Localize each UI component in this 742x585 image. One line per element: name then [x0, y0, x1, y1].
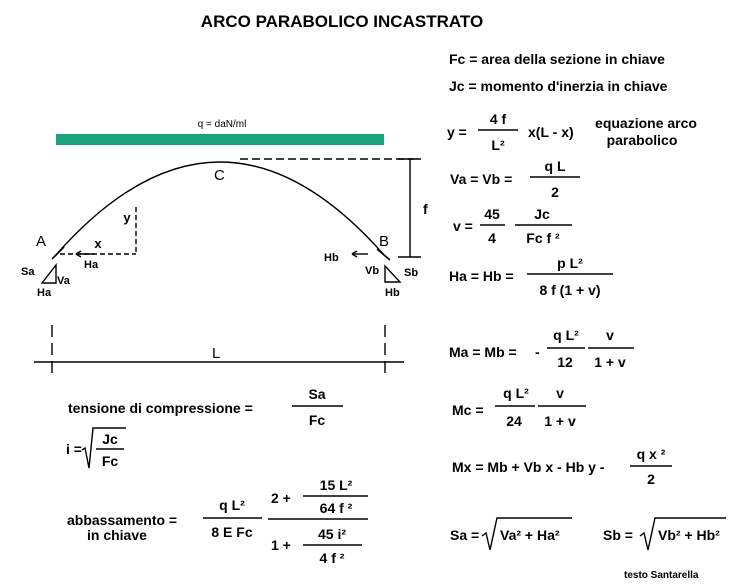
formula-sa — [450, 518, 572, 550]
svg-text:x(L - x): x(L - x) — [528, 124, 574, 140]
formula-tension — [68, 386, 343, 428]
svg-text:1 + v: 1 + v — [544, 413, 576, 429]
formula-arch-equation — [447, 111, 697, 153]
svg-text:i =: i = — [66, 441, 82, 457]
svg-text:q L²: q L² — [219, 497, 245, 513]
svg-text:q L²: q L² — [503, 385, 529, 401]
svg-text:y =: y = — [447, 124, 467, 140]
formula-ha-hb — [449, 255, 613, 298]
svg-text:1 + v: 1 + v — [594, 354, 626, 370]
svg-text:12: 12 — [557, 354, 573, 370]
svg-text:q x ²: q x ² — [636, 446, 666, 462]
svg-text:q L: q L — [544, 158, 566, 174]
y-label: y — [123, 210, 131, 225]
support-a — [52, 247, 64, 259]
arch-note-2: parabolico — [606, 132, 678, 148]
svg-text:tensione di compressione =: tensione di compressione = — [68, 400, 253, 416]
svg-text:1 +: 1 + — [271, 537, 291, 553]
svg-text:Fc: Fc — [101, 453, 119, 469]
ha-label: Ha — [84, 259, 99, 271]
svg-text:4 f ²: 4 f ² — [319, 550, 345, 566]
formula-i — [66, 428, 126, 469]
svg-text:Va² + Ha²: Va² + Ha² — [500, 527, 560, 543]
formula-v — [453, 206, 572, 246]
svg-text:Fc f ²: Fc f ² — [526, 230, 560, 246]
force-triangle-a — [42, 265, 56, 283]
svg-text:Ma = Mb =: Ma = Mb = — [449, 344, 517, 360]
formula-mc — [452, 385, 586, 429]
formula-va-vb — [450, 158, 580, 200]
svg-text:2 +: 2 + — [271, 490, 291, 506]
span-label: L — [212, 345, 221, 362]
svg-text:24: 24 — [506, 413, 522, 429]
hb-label-2: Hb — [385, 287, 400, 299]
point-b: B — [379, 233, 390, 250]
sb-label: Sb — [404, 267, 419, 279]
svg-text:8 f (1 + v): 8 f (1 + v) — [539, 282, 601, 298]
load-label: q = daN/ml — [197, 119, 247, 130]
svg-text:abbassamento =: abbassamento = — [67, 512, 178, 528]
svg-text:45: 45 — [484, 206, 500, 222]
svg-text:Jc: Jc — [534, 206, 550, 222]
formula-mx — [452, 446, 672, 487]
arch-note-1: equazione arco — [595, 115, 697, 131]
vb-label: Vb — [365, 265, 380, 277]
x-label: x — [94, 236, 102, 251]
svg-text:8 E Fc: 8 E Fc — [211, 524, 253, 540]
svg-text:L²: L² — [491, 137, 505, 153]
svg-text:Sb =: Sb = — [603, 527, 633, 543]
svg-text:-: - — [535, 344, 540, 360]
credit: testo Santarella — [624, 570, 699, 581]
svg-text:Vb² + Hb²: Vb² + Hb² — [658, 527, 720, 543]
sa-label: Sa — [21, 266, 35, 278]
svg-text:45 i²: 45 i² — [317, 526, 347, 542]
svg-text:Va = Vb =: Va = Vb = — [450, 171, 513, 187]
force-triangle-b — [385, 266, 400, 282]
svg-text:2: 2 — [551, 184, 559, 200]
svg-text:Mc =: Mc = — [452, 402, 484, 418]
formula-sb — [603, 518, 726, 550]
hb-label: Hb — [324, 252, 339, 264]
svg-text:Sa =: Sa = — [450, 527, 480, 543]
svg-text:p L²: p L² — [557, 255, 583, 271]
def-fc: Fc = area della sezione in chiave — [449, 51, 665, 67]
point-c: C — [214, 167, 225, 184]
svg-text:64 f ²: 64 f ² — [319, 500, 353, 516]
svg-text:v =: v = — [453, 218, 473, 234]
svg-text:Fc: Fc — [308, 412, 326, 428]
f-label: f — [423, 201, 428, 217]
va-label: Va — [57, 275, 70, 287]
def-jc: Jc = momento d'inerzia in chiave — [449, 78, 668, 94]
svg-text:4: 4 — [488, 230, 496, 246]
support-b — [377, 249, 390, 260]
point-a: A — [36, 233, 47, 250]
svg-text:v: v — [606, 327, 614, 343]
svg-text:Mx = Mb + Vb x - Hb y -: Mx = Mb + Vb x - Hb y - — [452, 459, 605, 475]
ha-label-2: Ha — [37, 287, 52, 299]
svg-text:q L²: q L² — [553, 327, 579, 343]
svg-text:Sa: Sa — [308, 386, 326, 402]
svg-text:2: 2 — [647, 471, 655, 487]
formula-deflection — [67, 477, 368, 566]
svg-text:4 f: 4 f — [489, 111, 507, 127]
svg-text:Jc: Jc — [102, 431, 118, 447]
svg-text:v: v — [556, 385, 564, 401]
svg-text:Ha = Hb =: Ha = Hb = — [449, 268, 514, 284]
load-beam — [56, 134, 384, 145]
svg-text:in chiave: in chiave — [87, 527, 147, 543]
svg-text:15 L²: 15 L² — [319, 477, 353, 493]
formula-ma-mb — [449, 327, 634, 370]
page-title: ARCO PARABOLICO INCASTRATO — [200, 12, 484, 31]
